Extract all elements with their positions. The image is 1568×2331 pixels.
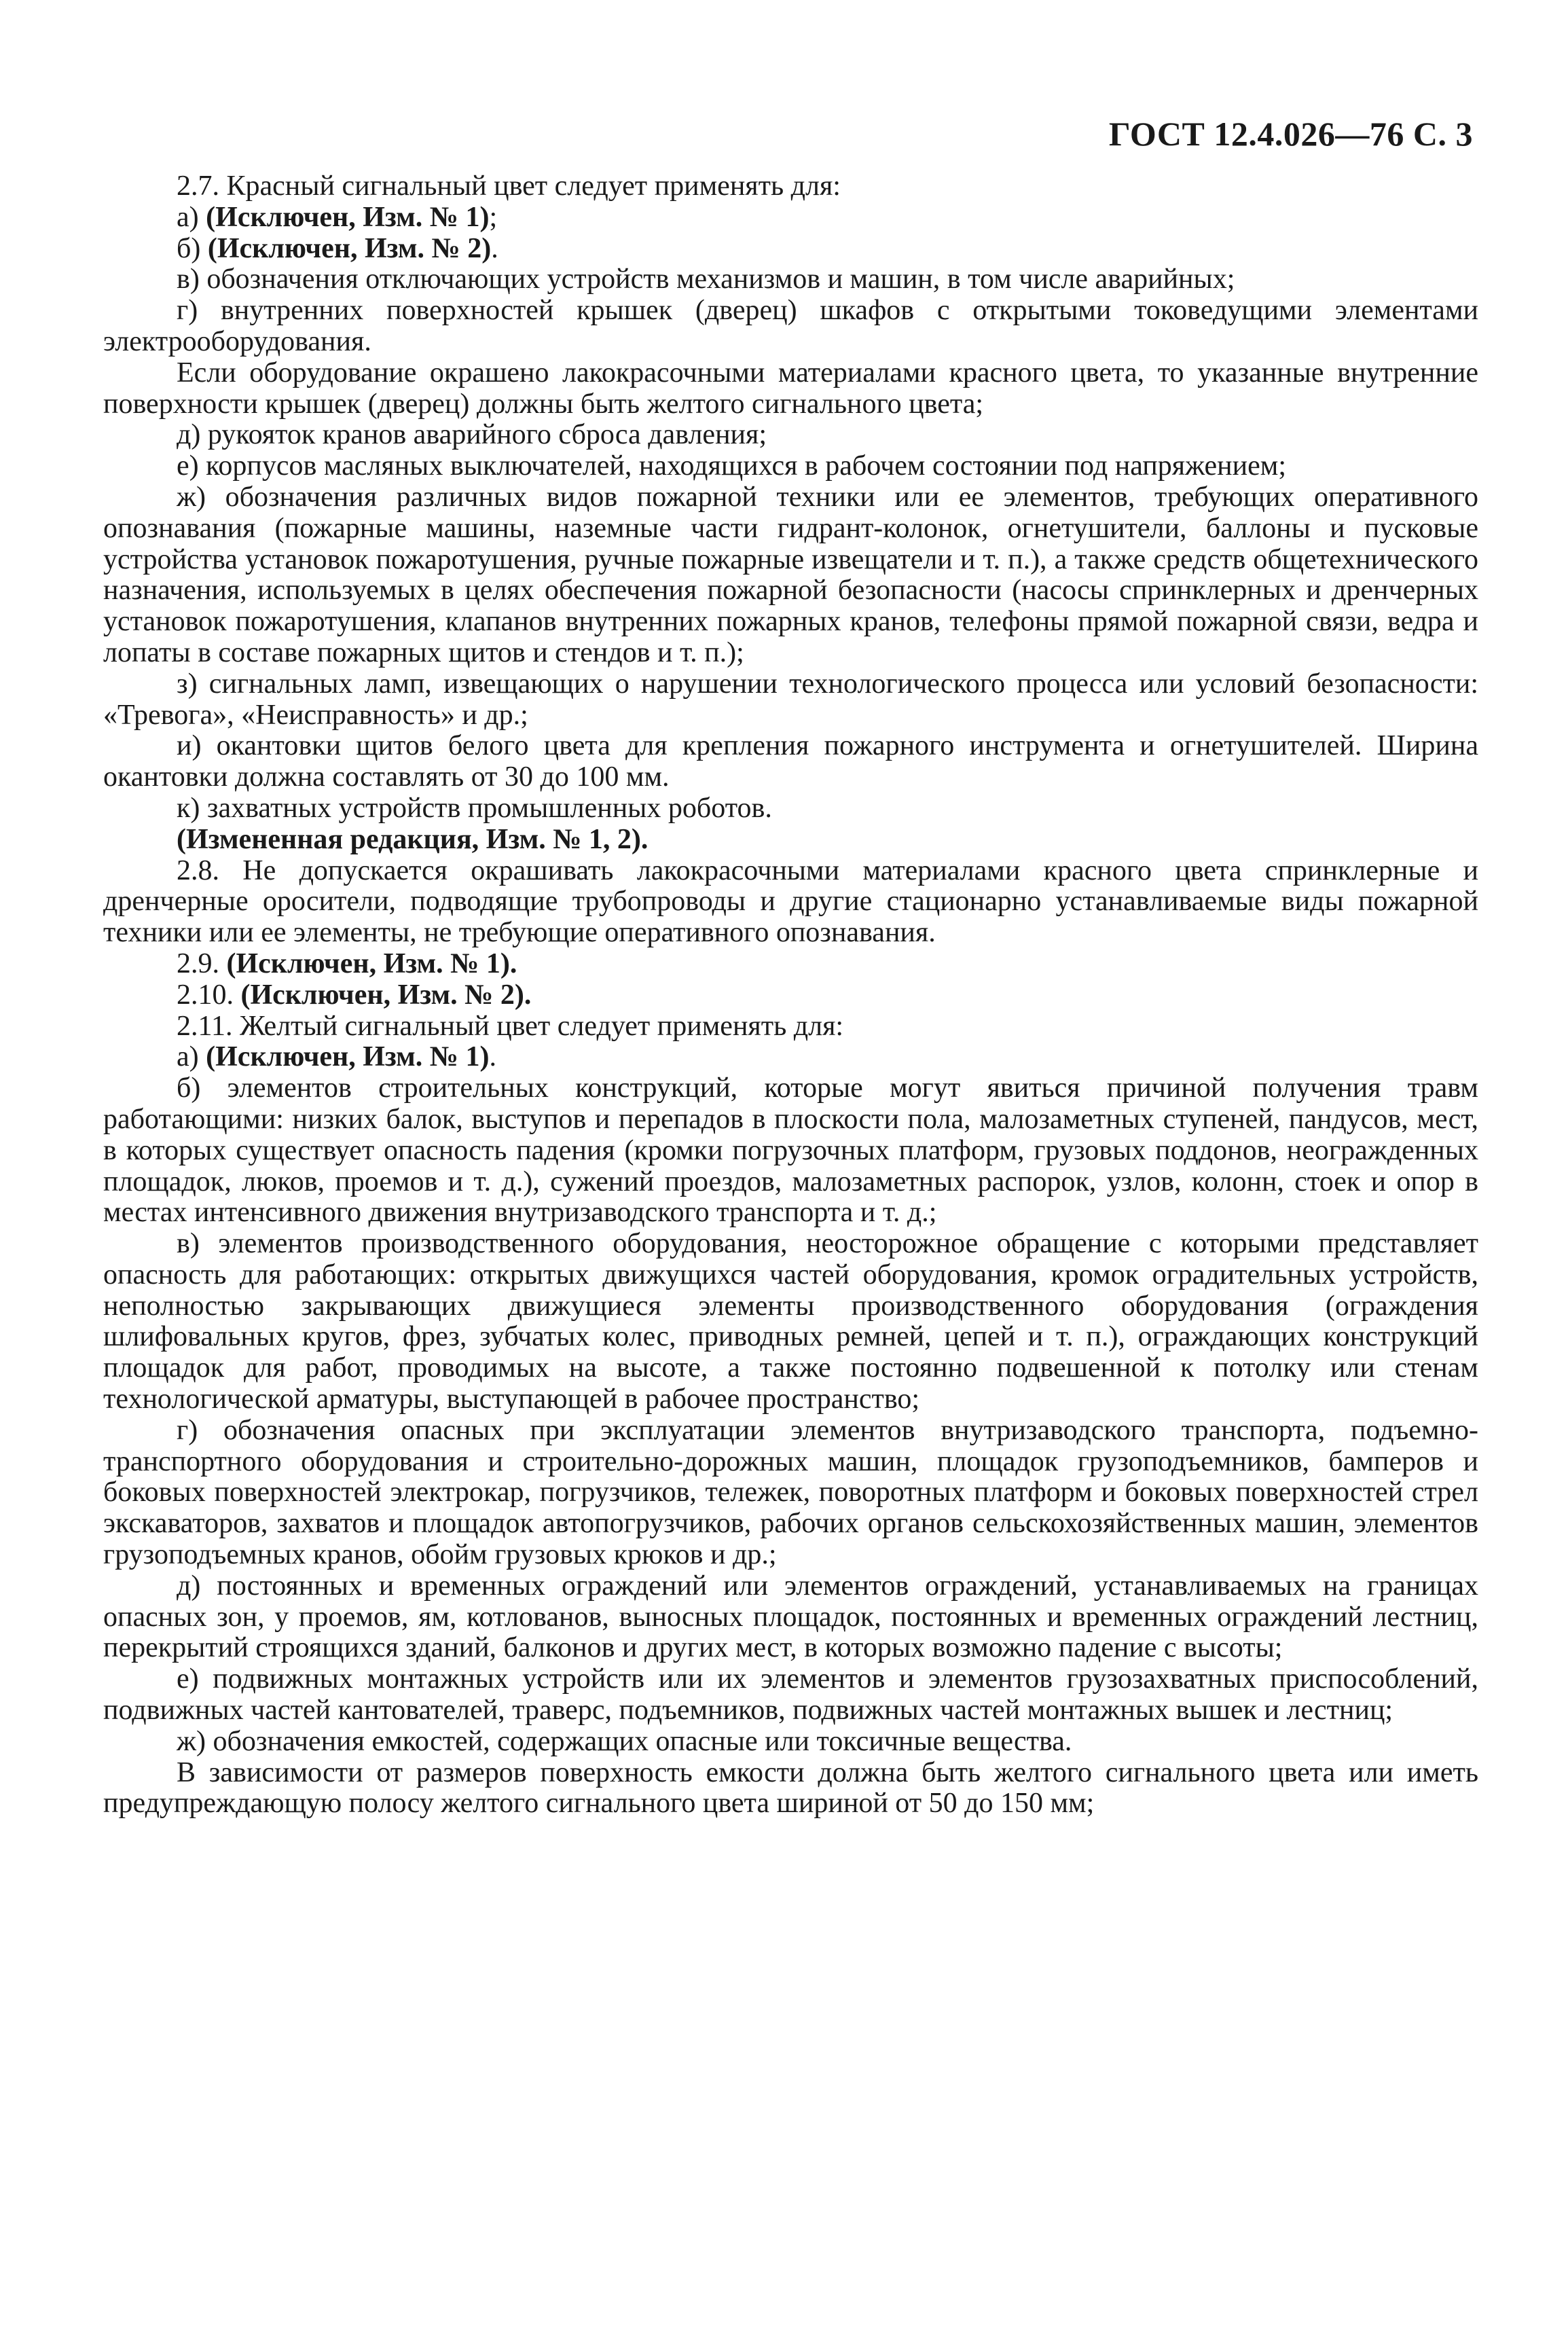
paragraph-2-11-zh: ж) обозначения емкостей, содержащих опасные или токсичные вещества. xyxy=(177,1725,1072,1757)
paragraph-2-7-z: з) сигнальных ламп, извещающих о нарушении технологического процесса или условий безопасности: «Тревога», «Неисправность» и др.; xyxy=(103,668,1478,731)
paragraph-2-7-b xyxy=(103,234,1478,265)
paragraph-2-11: 2.11. Желтый сигнальный цвет следует применять для: xyxy=(177,1010,844,1042)
paragraph-2-11-e: е) подвижных монтажных устройств или их элементов и элементов грузозахватных приспособлений, подвижных частей кантователей, траверс, подъемников, подвижных частей монтажных вышек и лестниц; xyxy=(103,1663,1478,1727)
paragraph-2-7-e: е) корпусов масляных выключателей, находящихся в рабочем состоянии под напряжением; xyxy=(177,450,1287,482)
clause-number: 2.10. xyxy=(177,979,241,1011)
clause-number: 2.9. xyxy=(177,947,227,979)
paragraph-2-7-k: к) захватных устройств промышленных роботов. xyxy=(177,792,772,824)
paragraph-2-9 xyxy=(103,949,1478,980)
list-marker: а) xyxy=(177,1041,206,1073)
paragraph-2-11-b: б) элементов строительных конструкций, которые могут явиться причиной получения травм работающими: низких балок, выступов и перепадов в плоскости пола, малозаметных ступеней, пандусов, мест, в которых существует опасность падения (кромки погрузочных платформ, грузовых поддонов, неогражденных площадок, люков, проемов и т. д.), сужений проездов, малозаметных распорок, узлов, колонн, стоек и опор в местах интенсивного движения внутризаводского транспорта и т. д.; xyxy=(103,1072,1478,1229)
paragraph-2-10 xyxy=(103,980,1478,1011)
paragraph-2-7-zh: ж) обозначения различных видов пожарной техники или ее элементов, требующих оперативного опознавания (пожарные машины, наземные части гидрант-колонок, огнетушители, баллоны и пусковые устройства установок пожаротушения, ручные пожарные извещатели и т. п.), а также средств общетехнического назначения, используемых в целях обеспечения пожарной безопасности (насосы спринклерных и дренчерных установок пожаротушения, клапанов внутренних пожарных кранов, телефоны прямой пожарной связи, ведра и лопаты в составе пожарных щитов и стендов и т. п.); xyxy=(103,481,1478,668)
paragraph-2-7-v: в) обозначения отключающих устройств механизмов и машин, в том числе аварийных; xyxy=(177,264,1235,295)
punctuation: . xyxy=(491,232,498,264)
paragraph-2-7-a xyxy=(103,202,1478,234)
page-header: ГОСТ 12.4.026—76 С. 3 xyxy=(1108,115,1473,153)
punctuation: . xyxy=(489,1041,496,1073)
paragraph-2-7-i: и) окантовки щитов белого цвета для крепления пожарного инструмента и огнетушителей. Ширина окантовки должна составлять от 30 до 100 мм. xyxy=(103,730,1478,793)
amendment-note: (Исключен, Изм. № 1) xyxy=(206,1041,490,1073)
paragraph-2-7-d: д) рукояток кранов аварийного сброса давления; xyxy=(177,419,767,451)
paragraph-2-7-g: г) внутренних поверхностей крышек (дверец) шкафов с открытыми токоведущими элементами электрооборудования. xyxy=(103,295,1478,357)
amendment-note: (Исключен, Изм. № 2) xyxy=(207,232,492,264)
paragraph-2-11-g: г) обозначения опасных при эксплуатации элементов внутризаводского транспорта, подъемно-транспортного оборудования и строительно-дорожных машин, площадок грузоподъемников, бамперов и боковых поверхностей электрокар, погрузчиков, тележек, поворотных платформ и боковых поверхностей стрел экскаваторов, захватов и площадок автопогрузчиков, рабочих органов сельскохозяйственных машин, элементов грузоподъемных кранов, обойм грузовых крюков и др.; xyxy=(103,1414,1478,1571)
paragraph-2-11-a xyxy=(103,1042,1478,1073)
list-marker: а) xyxy=(177,201,206,233)
amendment-edition-note xyxy=(103,825,1478,856)
paragraph-2-7: 2.7. Красный сигнальный цвет следует применять для: xyxy=(177,170,841,202)
paragraph-2-11-v: в) элементов производственного оборудования, неосторожное обращение с которыми представляет опасность для работающих: открытых движущихся частей оборудования, кромок оградительных устройств, неполностью закрывающих движущиеся элементы производственного оборудования (ограждения шлифовальных кругов, фрез, зубчатых колес, приводных ремней, цепей и т. п.), ограждающих конструкций площадок для работ, проводимых на высоте, а также постоянно подвешенной к потолку или стенам технологической арматуры, выступающей в рабочее пространство; xyxy=(103,1228,1478,1415)
paragraph-2-11-d: д) постоянных и временных ограждений или элементов ограждений, устанавливаемых на границах опасных зон, у проемов, ям, котлованов, выносных площадок, постоянных и временных ограждений лестниц, перекрытий строящихся зданий, балконов и других мест, в которых возможно падение с высоты; xyxy=(103,1570,1478,1664)
document-body xyxy=(103,171,1478,1820)
paragraph-2-11-note: В зависимости от размеров поверхность емкости должна быть желтого сигнального цвета или иметь предупреждающую полосу желтого сигнального цвета шириной от 50 до 150 мм; xyxy=(103,1756,1478,1820)
amendment-note: (Исключен, Изм. № 2). xyxy=(240,979,532,1011)
amendment-note: (Исключен, Изм. № 1) xyxy=(206,201,490,233)
amendment-note: (Измененная редакция, Изм. № 1, 2). xyxy=(177,823,649,855)
list-marker: б) xyxy=(177,232,208,264)
paragraph-2-7-note: Если оборудование окрашено лакокрасочными материалами красного цвета, то указанные внутренние поверхности крышек (дверец) должны быть желтого сигнального цвета; xyxy=(103,357,1478,420)
paragraph-2-8: 2.8. Не допускается окрашивать лакокрасочными материалами красного цвета спринклерные и дренчерные оросители, подводящие трубопроводы и другие стационарно устанавливаемые виды пожарной техники или ее элементы, не требующие оперативного опознавания. xyxy=(103,854,1478,949)
amendment-note: (Исключен, Изм. № 1). xyxy=(226,947,517,979)
punctuation: ; xyxy=(489,201,498,233)
